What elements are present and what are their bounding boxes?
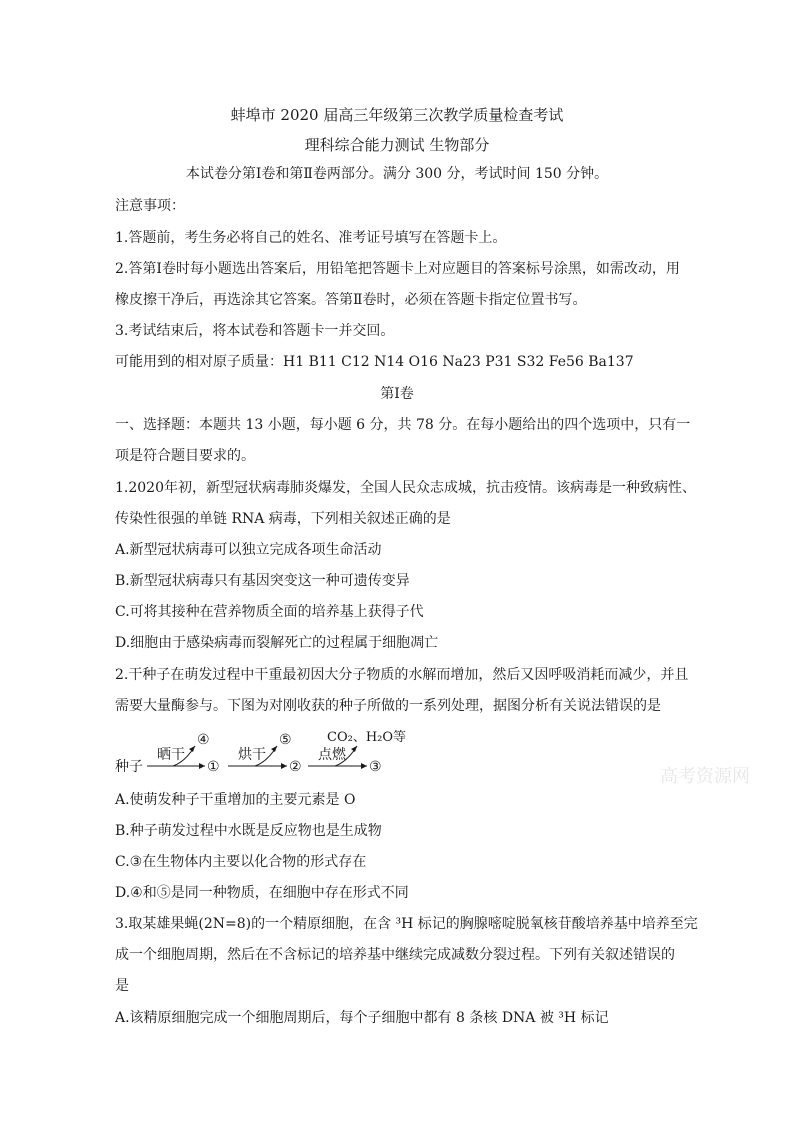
question-2-stem: 2.干种子在萌发过程中干重最初因大分子物质的水解而增加，然后又因呼吸消耗而减少，并且 <box>115 667 689 683</box>
exam-info: 本试卷分第Ⅰ卷和第Ⅱ卷两部分。满分 300 分，考试时间 150 分钟。 <box>185 166 609 182</box>
note-item: 1.答题前，考生务必将自己的姓名、准考证号填写在答题卡上。 <box>115 230 507 246</box>
question-1-option-c: C.可将其接种在营养物质全面的培养基上获得子代 <box>115 604 424 620</box>
question-2-stem: 需要大量酶参与。下图为对刚收获的种子所做的一系列处理，据图分析有关说法错误的是 <box>115 698 661 714</box>
atomic-mass-line: 可能用到的相对原子质量：H1 B11 C12 N14 O16 Na23 P31 S32 Fe56 Ba137 <box>115 354 634 370</box>
question-2-option-b: B.种子萌发过程中水既是反应物也是生成物 <box>115 823 382 839</box>
diagram-product-3: ③ <box>369 759 382 775</box>
question-3-stem: 3.取某雄果蝇(2N=8)的一个精原细胞，在含 ³H 标记的胸腺嘧啶脱氧核苷酸培养基中培养至完 <box>115 916 698 932</box>
diagram-step-bake-dry: 烘干 <box>238 747 266 763</box>
diagram-product-2: ② <box>289 759 302 775</box>
seed-processing-diagram <box>115 728 415 778</box>
question-1-option-d: D.细胞由于感染病毒而裂解死亡的过程属于细胞凋亡 <box>115 635 439 651</box>
page-title: 蚌埠市 2020 届高三年级第三次教学质量检查考试 <box>230 106 564 124</box>
question-1-stem: 1.2020年初，新型冠状病毒肺炎爆发，全国人民众志成城，抗击疫情。该病毒是一种致病性、 <box>115 480 696 496</box>
diagram-step-ignite: 点燃 <box>318 747 346 763</box>
question-2-option-d: D.④和⑤是同一种物质，在细胞中存在形式不同 <box>115 885 409 901</box>
note-item: 3.考试结束后，将本试卷和答题卡一并交回。 <box>115 323 395 339</box>
note-item: 2.答第Ⅰ卷时每小题选出答案后，用铅笔把答题卡上对应题目的答案标号涂黑，如需改动，用 <box>115 261 680 277</box>
watermark: 高考资源网 <box>660 766 750 787</box>
question-3-stem: 是 <box>115 978 129 994</box>
diagram-step-sun-dry: 晒干 <box>157 747 185 763</box>
diagram-byproduct-4: ④ <box>197 732 210 748</box>
diagram-seed-label: 种子 <box>115 759 143 775</box>
notes-heading: 注意事项： <box>115 198 185 214</box>
question-2-option-a: A.使萌发种子干重增加的主要元素是 O <box>115 792 356 808</box>
question-1-option-a: A.新型冠状病毒可以独立完成各项生命活动 <box>115 542 382 558</box>
diagram-byproduct-gases: CO₂、H₂O等 <box>327 730 407 745</box>
section-intro: 项是符合题目要求的。 <box>115 448 255 464</box>
section-title: 第Ⅰ卷 <box>380 386 414 402</box>
question-3-stem: 成一个细胞周期，然后在不含标记的培养基中继续完成减数分裂过程。下列有关叙述错误的 <box>115 947 675 963</box>
section-intro: 一、选择题：本题共 13 小题，每小题 6 分，共 78 分。在每小题给出的四个选项中，只有一 <box>115 417 691 433</box>
question-2-option-c: C.③在生物体内主要以化合物的形式存在 <box>115 854 367 870</box>
page-subtitle: 理科综合能力测试 生物部分 <box>304 136 490 154</box>
note-item: 橡皮擦干净后，再选涂其它答案。答第Ⅱ卷时，必须在答题卡指定位置书写。 <box>115 292 587 308</box>
question-1-stem: 传染性很强的单链 RNA 病毒，下列相关叙述正确的是 <box>115 511 451 527</box>
diagram-product-1: ① <box>207 759 220 775</box>
diagram-byproduct-5: ⑤ <box>279 732 292 748</box>
question-3-option-a: A.该精原细胞完成一个细胞周期后，每个子细胞中都有 8 条核 DNA 被 ³H 标记 <box>115 1010 609 1026</box>
question-1-option-b: B.新型冠状病毒只有基因突变这一种可遗传变异 <box>115 573 410 589</box>
